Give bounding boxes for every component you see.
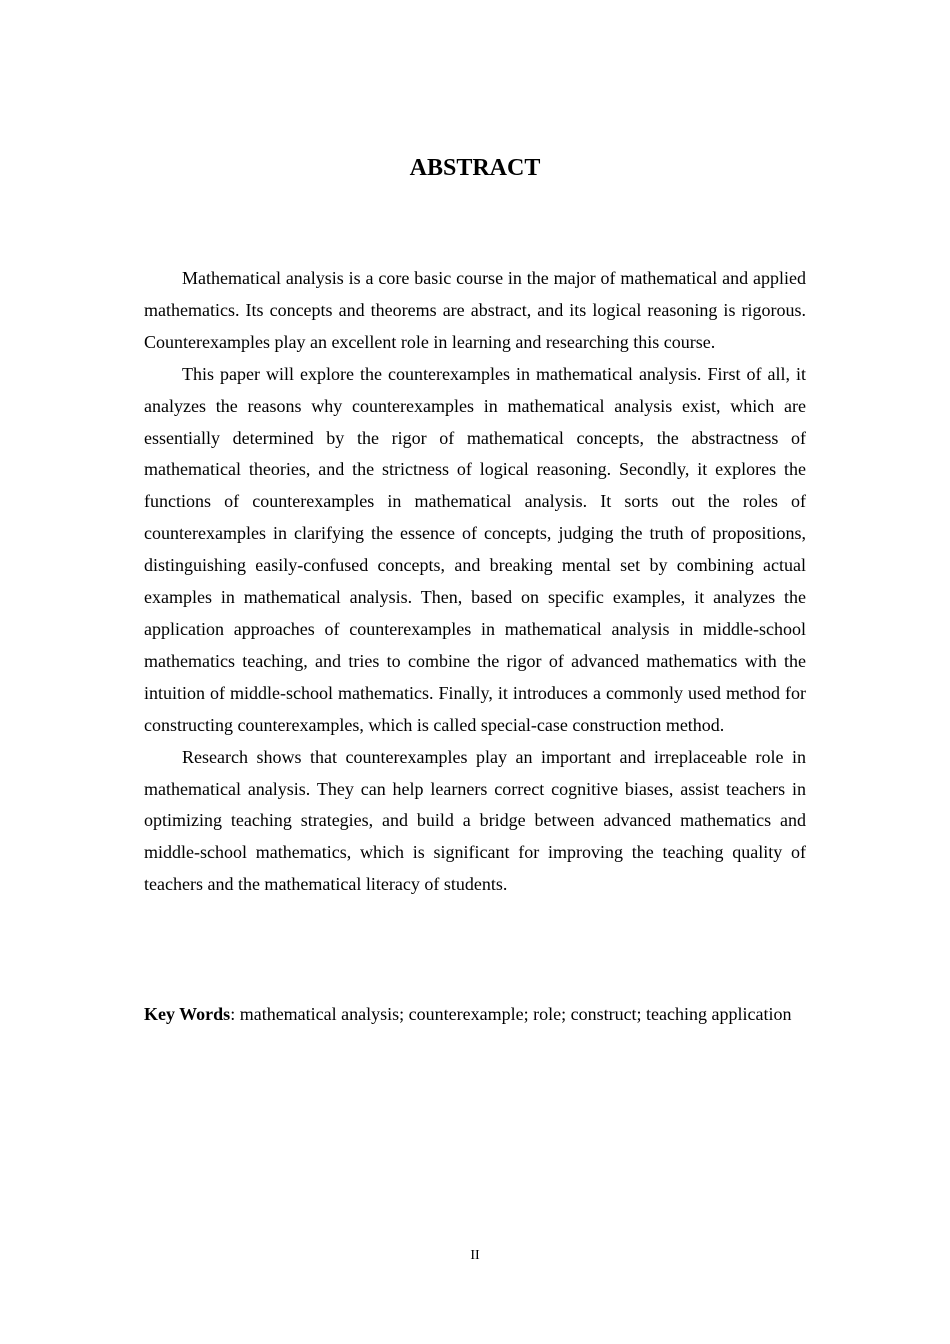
page-title: ABSTRACT bbox=[409, 155, 541, 181]
abstract-paragraph-2: This paper will explore the counterexamples in mathematical analysis. First of all, it analyzes the reasons why counterexamples in mathematical analysis exist, which are essentially determined by the rigor of mathematical concepts, the abstractness of mathematical theories, and the strictness of logical reasoning. Secondly, it explores the functions of counterexamples in mathematical analysis. It sorts out the roles of counterexamples in clarifying the essence of concepts, judging the truth of propositions, distinguishing easily-confused concepts, and breaking mental set by combining actual examples in mathematical analysis. Then, based on specific examples, it analyzes the application approaches of counterexamples in mathematical analysis in middle-school mathematics teaching, and tries to combine the rigor of advanced mathematics with the intuition of middle-school mathematics. Finally, it introduces a commonly used method for constructing counterexamples, which is called special-case construction method. bbox=[144, 363, 806, 735]
keywords-label: Key Words bbox=[144, 1004, 231, 1024]
abstract-body bbox=[144, 263, 806, 901]
page-number: II bbox=[470, 1248, 480, 1263]
abstract-paragraph-1: Mathematical analysis is a core basic course in the major of mathematical and applied mathematics. Its concepts and theorems are abstract, and its logical reasoning is rigorous. Counterexamples play an excellent role in learning and researching this course. bbox=[144, 268, 806, 352]
keywords-separator: : bbox=[230, 1004, 240, 1024]
keywords-line bbox=[144, 999, 806, 1031]
abstract-paragraph-3: Research shows that counterexamples play an important and irreplaceable role in mathematical analysis. They can help learners correct cognitive biases, assist teachers in optimizing teaching strategies, and build a bridge between advanced mathematics and middle-school mathematics, which is significant for improving the teaching quality of teachers and the mathematical literacy of students. bbox=[144, 746, 806, 895]
keywords-text: mathematical analysis; counterexample; role; construct; teaching application bbox=[239, 1004, 792, 1024]
